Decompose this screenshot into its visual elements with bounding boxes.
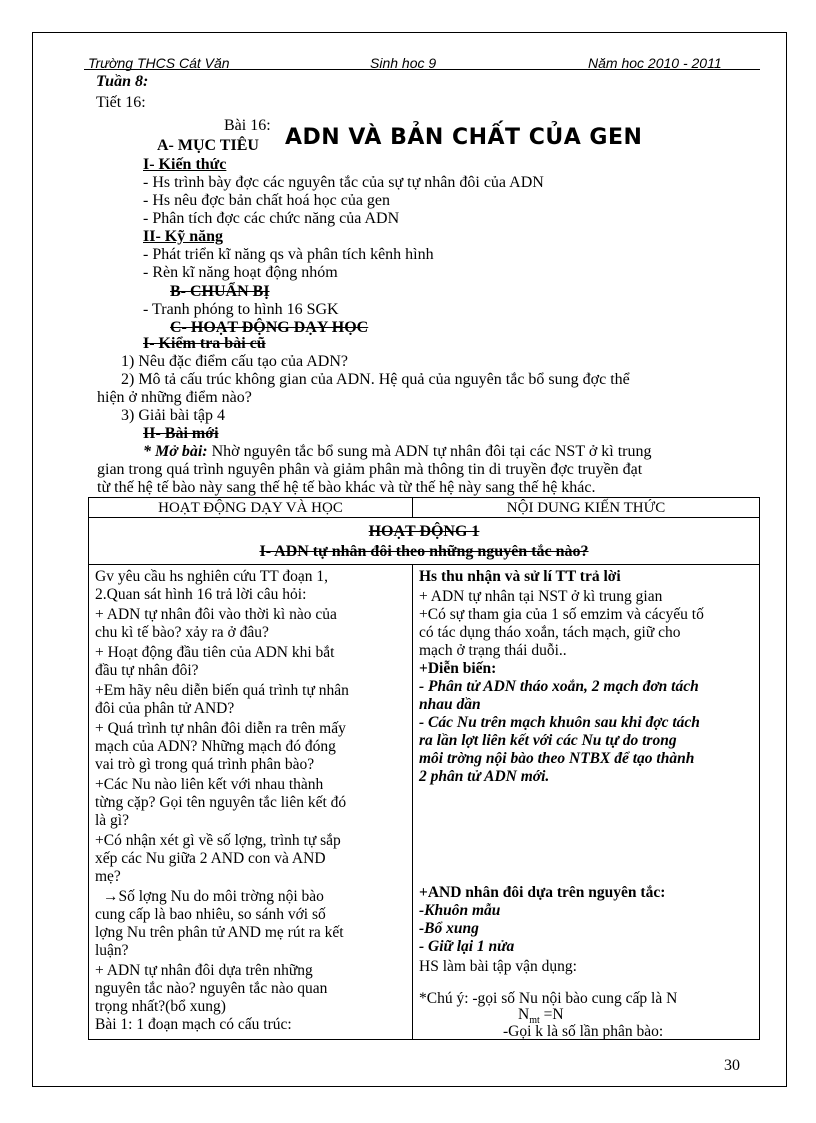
right-italic-line: nhau dần [419,696,481,713]
header-subject: Sinh học 9 [370,55,437,71]
right-k: -Gọi k là số lần phân bào: [503,1023,664,1040]
left-line: là gì? [95,812,129,829]
right-italic-line: - Phân tử ADN tháo xoắn, 2 mạch đơn tách [419,678,699,695]
left-line: lợng Nu trên phân tử AND mẹ rút ra kết [95,924,344,941]
right-line: mạch ở trạng thái duỗi.. [419,642,567,659]
left-line: + ADN tự nhân đôi vào thời kì nào của [95,606,337,623]
col-right-header: NỘI DUNG KIẾN THỨC [413,498,760,518]
right-italic-line: 2 phân tử ADN mới. [419,768,550,785]
left-line: +Em hãy nêu diễn biến quá trình tự nhân [95,682,349,699]
left-line: trọng nhất?(bổ xung) [95,998,226,1015]
intro-line-1: * Mở bài: Nhờ nguyên tắc bổ sung mà ADN tự nhân đôi tại các NST ở kì trung [143,443,652,460]
right-formula: $N_{mt} =N$ [518,1006,564,1027]
principle-item: -Bổ xung [419,920,479,937]
lesson-title: ADN VÀ BẢN CHẤT CỦA GEN [285,125,643,150]
b-item-1: - Tranh phóng to hình 16 SGK [143,301,339,318]
left-line: mạch của ADN? Những mạch đó đóng [95,738,336,755]
right-line: +Có sự tham gia của 1 số emzim và cácyếu tố [419,606,704,623]
a1-item-1: - Hs trình bày đợc các nguyên tắc của sự tự nhân đôi của ADN [143,174,544,191]
a2-item-2: - Rèn kĩ năng hoạt động nhóm [143,264,338,281]
c1-item-2-cont: hiện ở những điểm nào? [97,389,252,406]
c1-item-1: 1) Nêu đặc điểm cấu tạo của ADN? [121,353,349,370]
c1-item-3: 3) Giải bài tập 4 [121,407,225,424]
right-line: có tác dụng tháo xoắn, tách mạch, giữ cho [419,624,681,641]
left-line: +Có nhận xét gì về số lợng, trình tự sắp [95,832,341,849]
section-a: A- MỤC TIÊU [157,137,259,154]
left-line: + ADN tự nhân đôi dựa trên những [95,962,313,979]
right-line: + ADN tự nhân tại NST ở kì trung gian [419,588,663,605]
week-label: Tuần 8: [96,73,149,90]
section-a1: I- Kiến thức [143,156,227,173]
principle-item: -Khuôn mẫu [419,902,501,919]
lesson-table [88,497,760,1040]
right-dien-bien: +Diễn biến: [419,660,497,677]
a1-item-3: - Phân tích đợc các chức năng của ADN [143,210,400,227]
lesson-number: Bài 16: [224,117,271,134]
right-italic-line: môi trờng nội bào theo NTBX để tạo thành [419,750,695,767]
left-line: 2.Quan sát hình 16 trả lời câu hỏi: [95,586,307,603]
a1-item-2: - Hs nêu đợc bản chất hoá học của gen [143,192,391,209]
right-exercise: HS làm bài tập vận dụng: [419,958,577,975]
left-line: →Số lợng Nu do môi trờng nội bào [103,888,324,905]
section-c: C- HOẠT ĐỘNG DẠY HỌC [170,319,369,336]
intro-line-3: từ thế hệ tế bào này sang thế hệ tế bào khác và từ thế hệ này sang thế hệ khác. [97,479,596,496]
left-line: +Các Nu nào liên kết với nhau thành [95,776,324,793]
left-line: đầu tự nhân đôi? [95,662,199,679]
teaching-column [89,565,413,1040]
left-line: + Quá trình tự nhân đôi diễn ra trên mấy [95,720,346,737]
intro-line-2: gian trong quá trình nguyên phân và giảm phân mà thông tin di truyền đợc truyền đạt [97,461,643,478]
left-line: mẹ? [95,868,121,885]
right-note: *Chú ý: -gọi số Nu nội bào cung cấp là N [419,990,678,1007]
left-line: đôi của phân tử AND? [95,700,235,717]
left-line: từng cặp? Gọi tên nguyên tắc liên kết đó [95,794,347,811]
left-line: cung cấp là bao nhiêu, so sánh với số [95,906,326,923]
header-rule [84,69,760,70]
a2-item-1: - Phát triển kĩ năng qs và phân tích kênh hình [143,246,434,263]
section-a2: II- Kỹ năng [143,228,224,245]
left-line: luận? [95,942,129,959]
section-c2: II- Bài mới [143,425,219,442]
right-italic-line: - Các Nu trên mạch khuôn sau khi đợc tách [419,714,700,731]
activity-header: HOẠT ĐỘNG 1 I- ADN tự nhân đôi theo những nguyên tắc nào? [89,518,760,565]
content-column [413,565,760,1040]
col-left-header: HOẠT ĐỘNG DẠY VÀ HỌC [89,498,413,518]
left-line: nguyên tắc nào? nguyên tắc nào quan [95,980,328,997]
header-school: Trường THCS Cát Văn [88,55,230,71]
section-c1: I- Kiểm tra bài cũ [143,335,266,352]
right-principle: +AND nhân đôi dựa trên nguyên tắc: [419,884,666,901]
left-line: vai trò gì trong quá trình phân bào? [95,756,315,773]
left-line: + Hoạt động đầu tiên của ADN khi bắt [95,644,335,661]
header-year: Năm học 2010 - 2011 [588,55,722,71]
page-number: 30 [724,1057,740,1074]
c1-item-2: 2) Mô tả cấu trúc không gian của ADN. Hệ quả của nguyên tắc bổ sung đợc thể [121,371,630,388]
section-b: B- CHUẨN BỊ [170,283,270,300]
left-line: xếp các Nu giữa 2 AND con và AND [95,850,326,867]
right-italic-line: ra lần lợt liên kết với các Nu tự do trong [419,732,677,749]
left-line: Bài 1: 1 đoạn mạch có cấu trúc: [95,1016,292,1033]
principle-item: - Giữ lại 1 nửa [419,938,515,955]
left-line: chu kì tế bào? xảy ra ở đâu? [95,624,269,641]
period-label: Tiết 16: [96,94,146,111]
right-head: Hs thu nhận và sử lí TT trả lời [419,568,621,585]
left-line: Gv yêu cầu hs nghiên cứu TT đoạn 1, [95,568,328,585]
